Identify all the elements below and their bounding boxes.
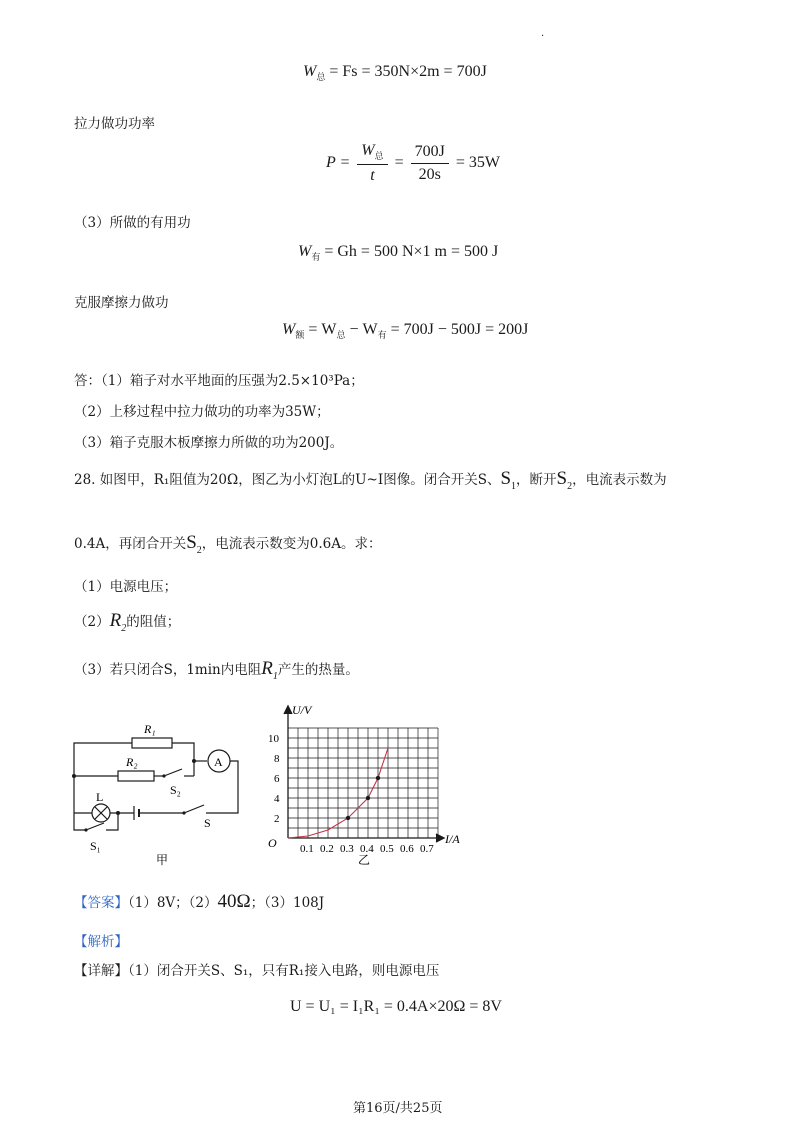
analysis-tag: 【解析】 — [74, 934, 128, 950]
y-tick-label: 6 — [274, 773, 280, 785]
friction-work-label: 克服摩擦力做功 — [74, 295, 169, 311]
chart-caption: 乙 — [358, 853, 371, 867]
x-tick-label: 0.6 — [400, 843, 414, 855]
circuit-caption: 甲 — [156, 853, 169, 866]
label-lamp: L — [96, 790, 104, 804]
power-label: 拉力做功功率 — [74, 116, 155, 132]
label-s2: S₂ — [170, 783, 181, 797]
label-s1: S₁ — [90, 839, 101, 853]
x-tick-label: 0.4 — [360, 843, 374, 855]
x-tick-label: 0.3 — [340, 843, 354, 855]
answer-tag: 【答案】 — [74, 895, 128, 911]
detail-line: 【详解】（1）闭合开关S、S₁，只有R₁接入电路，则电源电压 — [74, 963, 440, 979]
symbol-s2: $S_2$ — [556, 468, 573, 492]
equation-useful-work: $W_有 = Gh = 500$ N×1 m = 500 J — [298, 243, 499, 262]
dot-mark: · — [541, 31, 545, 42]
useful-work-label: （3）所做的有用功 — [74, 215, 191, 231]
y-tick-label: 8 — [274, 753, 280, 765]
page-footer: 第16页/共25页 — [353, 1101, 443, 1116]
y-axis-label: U/V — [292, 703, 312, 717]
y-tick-label: 10 — [268, 733, 279, 745]
q28-sub-1: （1）电源电压； — [74, 579, 178, 595]
answer-line-2: （2）上移过程中拉力做功的功率为35W； — [74, 404, 330, 420]
x-tick-label: 0.5 — [380, 843, 394, 855]
data-point — [346, 816, 350, 820]
ui-chart — [260, 700, 470, 870]
answer-block: 【答案】（1）8V；（2）40Ω；（3）108J — [74, 891, 325, 912]
equation-extra-work: $W_额 = W_总 - W_有 = 700J - 500J = 200J$ — [282, 321, 529, 340]
y-tick-label: 4 — [274, 793, 280, 805]
answer-line-3: （3）箱子克服木板摩擦力所做的功为200J。 — [74, 435, 344, 451]
label-s: S — [204, 816, 211, 830]
symbol-s1: $S_1$ — [500, 468, 517, 492]
equation-voltage: U = U₁ = I₁R₁ = 0.4A×20Ω = 8V — [290, 998, 502, 1015]
equation-power: P = $\frac{W_总}{t}$ = $\frac{700J}{20s}$ = 35W — [326, 142, 501, 184]
circuit-diagram — [66, 718, 250, 866]
x-tick-label: 0.2 — [320, 843, 334, 855]
label-ammeter: A — [214, 755, 223, 769]
x-axis-label: I/A — [445, 832, 460, 846]
label-r2: R₂ — [126, 755, 138, 769]
y-tick-label: 2 — [274, 813, 280, 825]
data-point — [366, 796, 370, 800]
equation-total-work: $W_总 = Fs = 350N\times 2m = 700J$ — [303, 63, 487, 82]
answer-line-1: 答：（1）箱子对水平地面的压强为2.5×10³Pa； — [74, 373, 364, 389]
q28-line-1: 28. 如图甲，R₁阻值为20Ω，图乙为小灯泡L的U~I图像。闭合开关S、$S_1$，断开$S_2$，电流表示数为 — [74, 468, 667, 492]
origin-label: O — [268, 836, 277, 850]
x-tick-label: 0.7 — [420, 843, 434, 855]
q28-line-2: 0.4A，再闭合开关$S_2$，电流表示数变为0.6A。求： — [74, 532, 382, 556]
label-r1: R₁ — [144, 722, 156, 736]
q28-sub-3: （3）若只闭合S，1min内电阻$R_1$产生的热量。 — [74, 658, 359, 682]
data-point — [376, 776, 380, 780]
x-tick-label: 0.1 — [300, 843, 314, 855]
q28-sub-2: $(2)R_2$的阻值； — [74, 610, 181, 634]
